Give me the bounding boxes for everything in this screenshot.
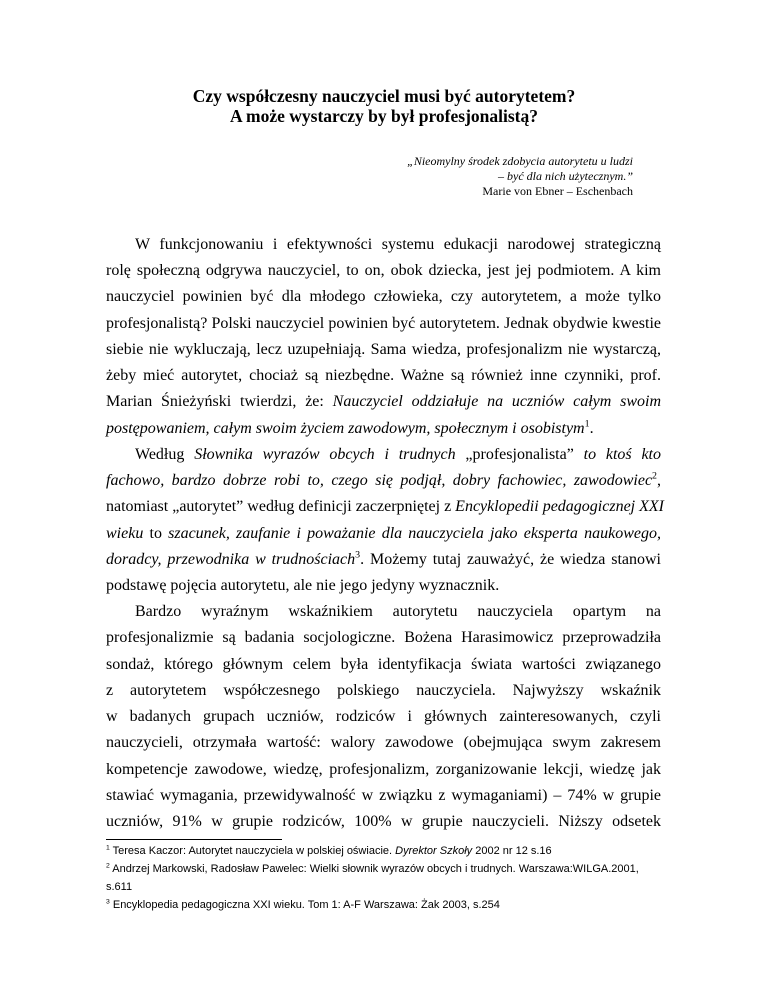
footnote-ref-2[interactable]: 2 <box>652 470 657 482</box>
body-line: profesjonalistą? Polski nauczyciel powinien być autorytetem. Jednak obydwie kwestie <box>106 315 661 332</box>
title-line-2: A może wystarczy by był profesjonalistą? <box>229 106 538 126</box>
body-line: nauczycieli, otrzymała wartość: walory zawodowe (obejmująca swym zakresem <box>106 734 661 751</box>
title-line-1: Czy współczesny nauczyciel musi być autorytetem? <box>192 86 576 106</box>
body-line: uczniów, 91% w grupie rodziców, 100% w grupie nauczycieli. Niższy odsetek <box>106 813 661 830</box>
footnote-ref-3[interactable]: 3 <box>355 549 361 561</box>
body-line: wieku to szacunek, zaufanie i poważanie dla nauczyciela jako eksperta naukowego, <box>106 525 661 542</box>
body-line: podstawę pojęcia autorytetu, ale nie jego jedyny wyznacznik. <box>106 577 500 594</box>
body-line: stawiać wymagania, przewidywalność w związku z wymaganiami) – 74% w grupie <box>106 787 661 804</box>
body-line: profesjonalizmie są badania socjologiczne. Bożena Harasimowicz przeprowadziła <box>106 629 661 646</box>
body-line: fachowo, bardzo dobrze robi to, czego się podjął, dobry fachowiec, zawodowiec$^2$, <box>106 470 661 489</box>
footnote-separator <box>106 839 282 840</box>
body-line: W funkcjonowaniu i efektywności systemu edukacji narodowej strategiczną <box>135 236 661 253</box>
body-line: Według Słownika wyrazów obcych i trudnych „profesjonalista” to ktoś kto <box>135 446 662 463</box>
footnote-number: 1 <box>106 844 110 852</box>
body-line: siebie nie wykluczają, lecz uzupełniają. Sama wiedza, profesjonalizm nie wystarczą, <box>106 341 661 358</box>
body-line: w badanych grupach uczniów, rodziców i głównych zainteresowanych, czyli <box>106 708 661 725</box>
footnote-2-continuation: s.611 <box>106 881 133 893</box>
footnote-1: $^1$ Teresa Kaczor: Autorytet nauczyciela w polskiej oświacie. Dyrektor Szkoły 2002 nr 12 s.16 <box>106 844 552 857</box>
footnote-journal: Dyrektor Szkoły <box>395 845 473 857</box>
footnote-2: $^2$ Andrzej Markowski, Radosław Pawelec: Wielki słownik wyrazów obcych i trudnych. Warszawa:WILGA.2001, <box>106 862 639 875</box>
footnote-3: $^3$ Encyklopedia pedagogiczna XXI wieku. Tom 1: A-F Warszawa: Żak 2003, s.254 <box>106 898 500 911</box>
body-line: postępowaniem, całym swoim życiem zawodowym, społecznym i osobistym$^1$. <box>106 418 594 437</box>
body-line: natomiast „autorytet” według definicji zaczerpniętej z Encyklopedii pedagogicznej XXI <box>106 498 664 515</box>
motto-quote-line-2: – być dla nich użytecznym.” <box>498 169 633 183</box>
footnote-number: 2 <box>106 862 110 870</box>
body-line: żeby mieć autorytet, chociaż są niezbędne. Ważne są również inne czynniki, prof. <box>106 367 661 384</box>
body-line: Marian Śnieżyński twierdzi, że: Nauczyciel oddziałuje na uczniów całym swoim <box>106 393 662 410</box>
body-line: z autorytetem współczesnego polskiego nauczyciela. Najwyższy wskaźnik <box>106 682 661 699</box>
body-line: rolę społeczną odgrywa nauczyciel, to on, obok dziecka, jest jej podmiotem. A kim <box>106 262 661 279</box>
body-line: sondaż, którego głównym celem była identyfikacja świata wartości związanego <box>106 656 661 673</box>
body-line: Bardzo wyraźnym wskaźnikiem autorytetu nauczyciela opartym na <box>135 603 661 620</box>
motto-author: Marie von Ebner – Eschenbach <box>482 184 633 198</box>
motto-quote-line-1: „Nieomylny środek zdobycia autorytetu u ludzi <box>407 154 633 168</box>
footnote-ref-1[interactable]: 1 <box>584 418 590 430</box>
body-line: kompetencje zawodowe, wiedzę, profesjonalizm, zorganizowanie lekcji, wiedzę jak <box>106 761 661 778</box>
body-line: doradcy, przewodnika w trudnościach$^3$. Możemy tutaj zauważyć, że wiedza stanowi <box>106 549 661 568</box>
footnote-number: 3 <box>106 898 110 906</box>
body-line: nauczyciel powinien być dla młodego człowieka, czy autorytetem, a może tylko <box>106 288 661 305</box>
